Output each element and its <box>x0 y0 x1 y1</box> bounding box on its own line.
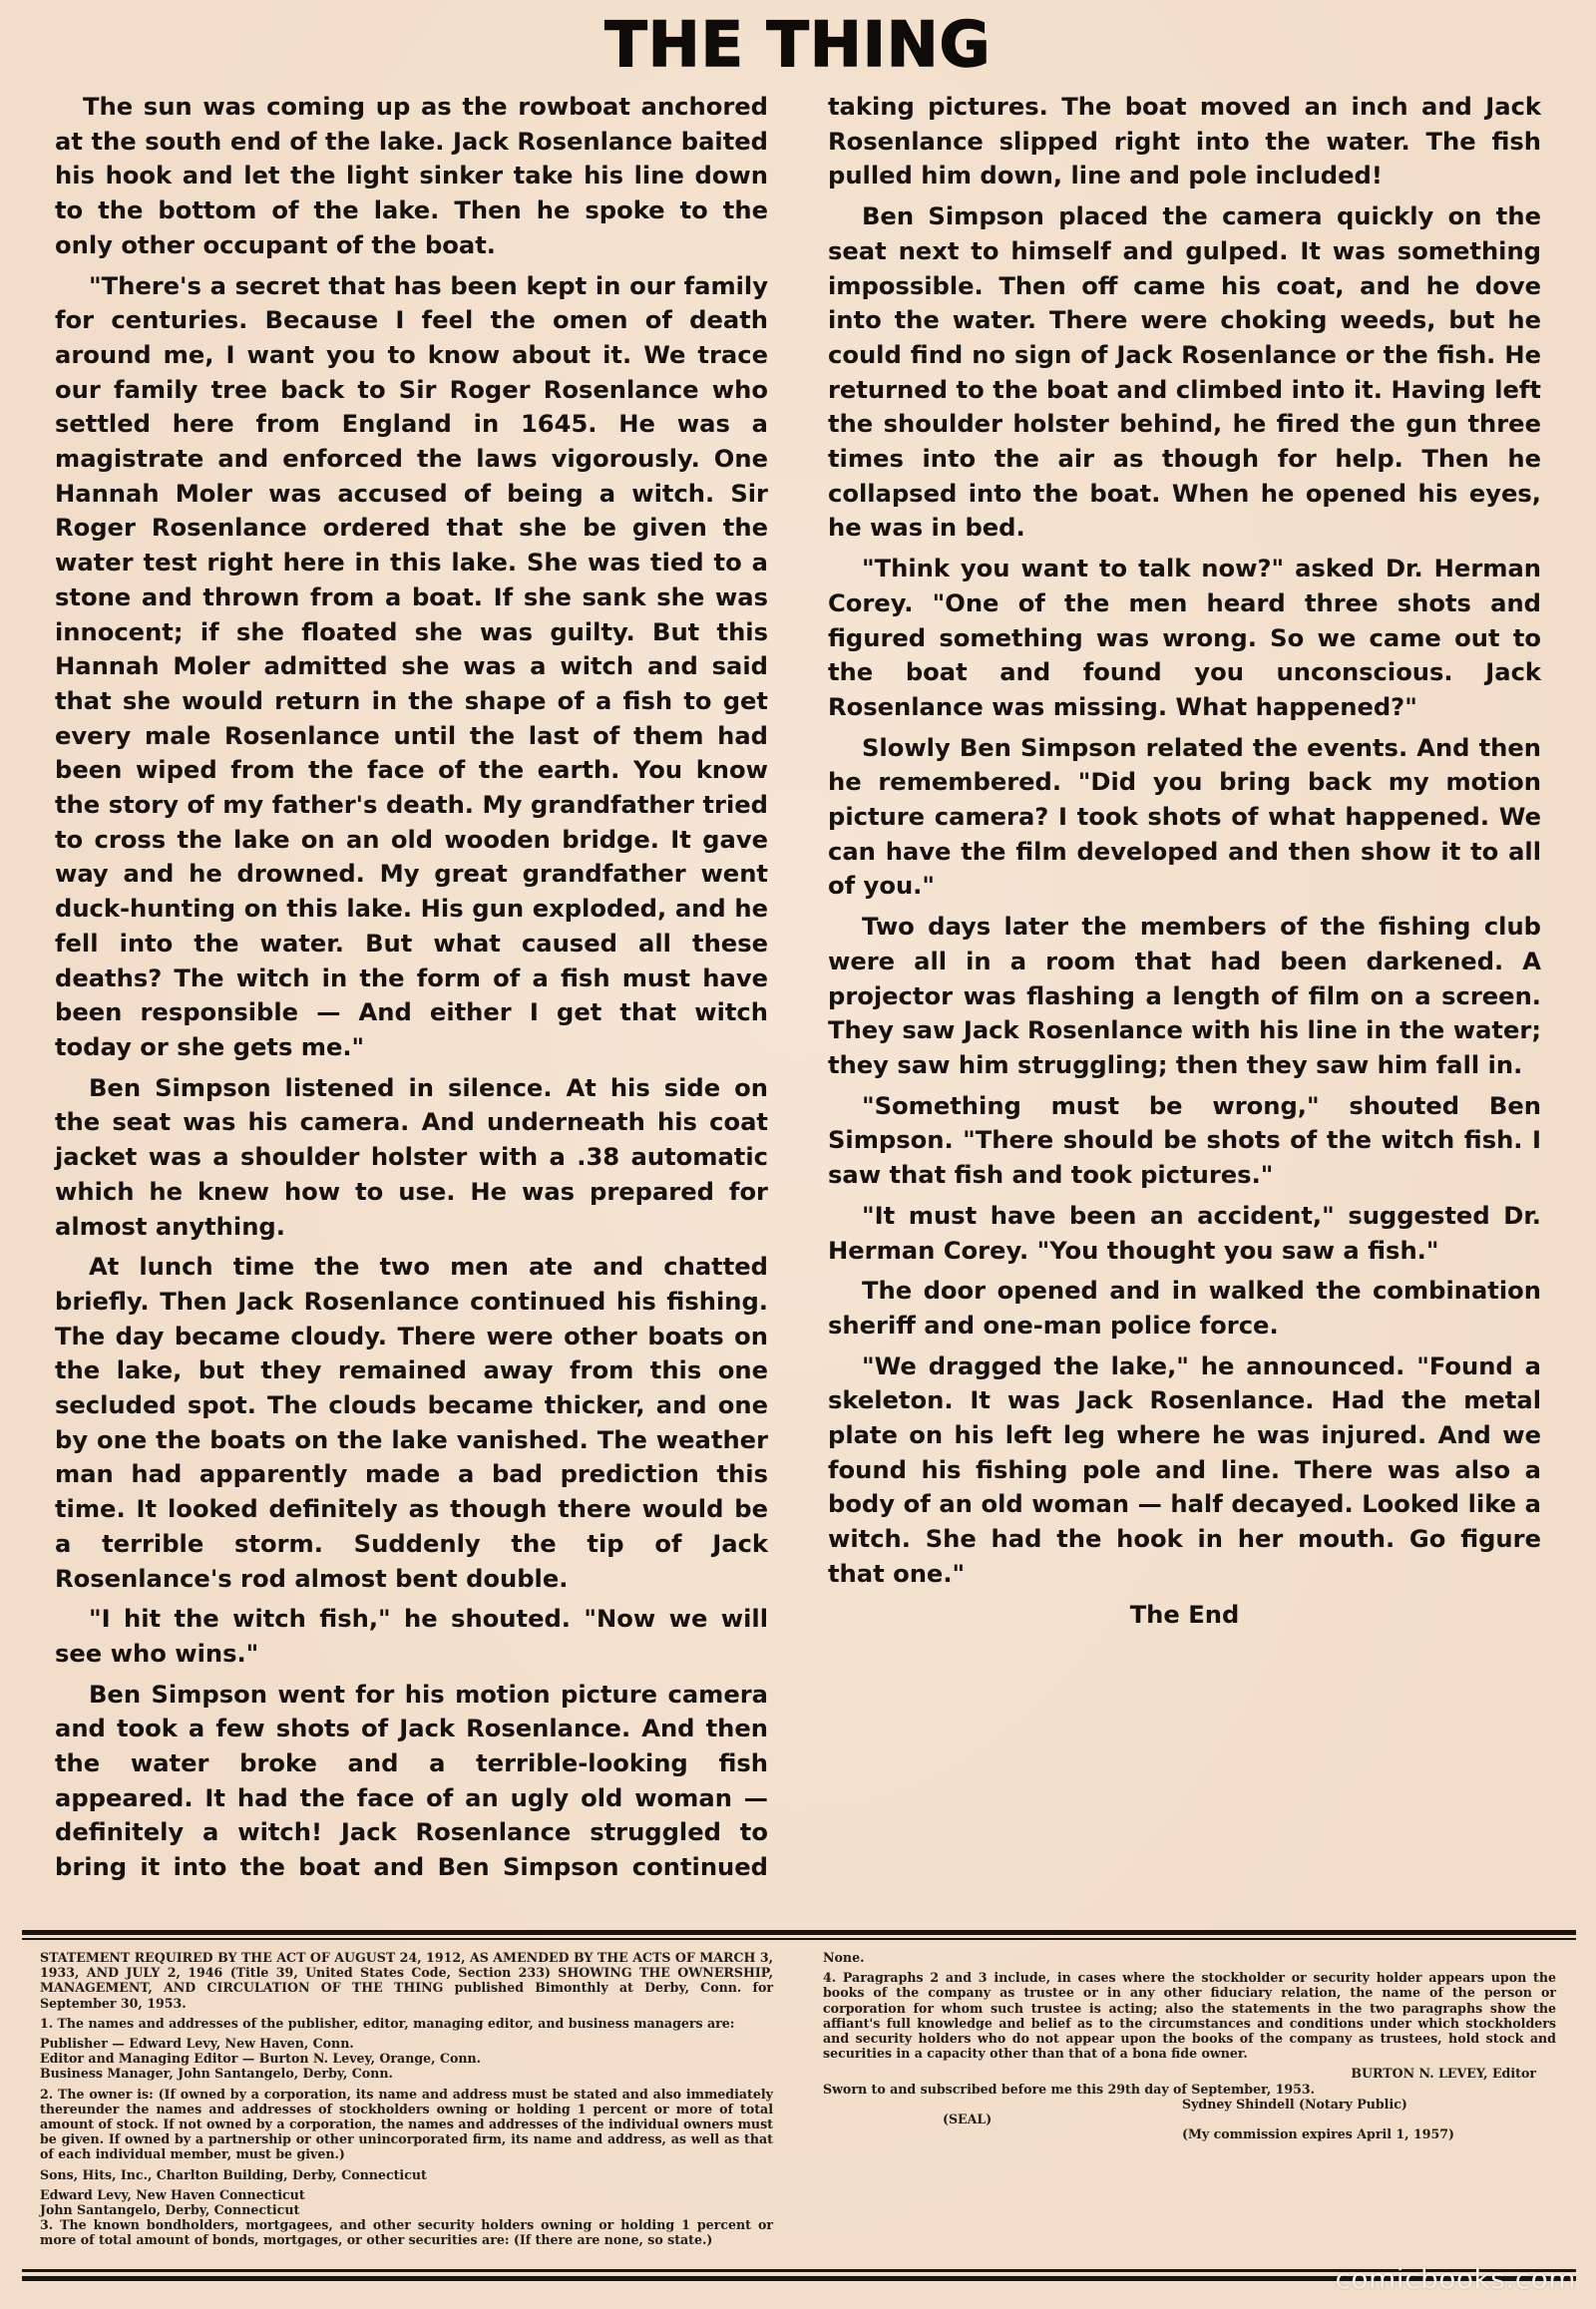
statement-line: Sons, Hits, Inc., Charlton Building, Derby, Connecticut <box>40 2166 427 2182</box>
story-paragraph: "Something must be wrong," shouted Ben Simpson. "There should be shots of the witch fish. I saw that fish and took pictures." <box>828 1091 1541 1190</box>
story-paragraph: The sun was coming up as the rowboat anchored at the south end of the lake. Jack Rosenlance baited his hook and let the light sinker take his line down to the bottom of the lake. Then he spoke to the only other occupant of the boat. <box>55 93 768 259</box>
page-title: THE THING <box>604 8 992 81</box>
story-paragraph: "There's a secret that has been kept in our family for centuries. Because I feel the omen of death around me, I want you to know about it. We trace our family tree back to Sir Roger Rosenlance who settled here from England in 1645. He was a magistrate and enforced the laws vigorously. One Hannah Moler was accused of being a witch. Sir Roger Rosenlance ordered that she be given the water test right here in this lake. She was tied to a stone and thrown from a boat. If she sank she was innocent; if she floated she was guilty. But this Hannah Moler admitted she was a witch and said that she would return in the shape of a fish to get every male Rosenlance until the last of them had been wiped from the face of the earth. You know the story of my father's death. My grandfather tried to cross the lake on an old wooden bridge. It gave way and he drowned. My great grandfather went duck-hunting on this lake. His gun exploded, and he fell into the water. But what caused all these deaths? The witch in the form of a fish must have been responsible — And either I get that witch today or she gets me." <box>55 271 768 1061</box>
story-paragraph: Ben Simpson went for his motion picture camera and took a few shots of Jack Rosenlance. And then the water broke and a terrible-looking fish appeared. It had the face of an ugly old woman — definitely a witch! Jack Rosenlance struggled to bring it into the boat and Ben Simpson continued taking pictures. The boat moved an inch and Jack Rosenlance slipped right into the water. The fish pulled him down, line and pole included! <box>55 93 1541 1882</box>
statement-line: Publisher — Edward Levy, New Haven, Conn. <box>40 2036 354 2052</box>
story-paragraph: Slowly Ben Simpson related the events. And then he remembered. "Did you bring back my motion picture camera? I took shots of what happened. We can have the film developed and then show it to all of you." <box>828 733 1541 901</box>
statement-line: None. <box>823 1950 865 1965</box>
statement-line: John Santangelo, Derby, Connecticut <box>40 2202 300 2218</box>
ownership-statement <box>40 1950 1556 2259</box>
statement-sworn: Sworn to and subscribed before me this 29th day of September, 1953. <box>823 2081 1316 2097</box>
story-paragraph: "Think you want to talk now?" asked Dr. Herman Corey. "One of the men heard three shots and figured something was wrong. So we came out to the boat and found you unconscious. Jack Rosenlance was missing. What happened?" <box>828 555 1541 721</box>
story-paragraph: Ben Simpson placed the camera quickly on the seat next to himself and gulped. It was something impossible. Then off came his coat, and he dove into the water. There were choking weeds, but he could find no sign of Jack Rosenlance or the fish. He returned to the boat and climbed into it. Having left the shoulder holster behind, he fired the gun three times into the air as though for help. Then he collapsed into the boat. When he opened his eyes, he was in bed. <box>828 202 1541 543</box>
story-paragraph: "We dragged the lake," he announced. "Found a skeleton. It was Jack Rosenlance. Had the metal plate on his left leg where he was injured. And we found his fishing pole and line. There was also a body of an old woman — half decayed. Looked like a witch. She had the hook in her mouth. Go figure that one." <box>828 1351 1541 1588</box>
story-paragraph: Ben Simpson listened in silence. At his side on the seat was his camera. And underneath his coat jacket was a shoulder holster with a .38 automatic which he knew how to use. He was prepared for almost anything. <box>55 1073 768 1241</box>
story-paragraph: At lunch time the two men ate and chatted briefly. Then Jack Rosenlance continued his fishing. The day became cloudy. There were other boats on the lake, but they remained away from this one secluded spot. The clouds became thicker, and one by one the boats on the lake vanished. The weather man had apparently made a bad prediction this time. It looked definitely as though there would be a terrible storm. Suddenly the tip of Jack Rosenlance's rod almost bent double. <box>55 1253 768 1593</box>
divider-rule <box>22 1930 1576 1940</box>
statement-line: Editor and Managing Editor — Burton N. Levey, Orange, Conn. <box>40 2051 482 2067</box>
statement-item: 4. Paragraphs 2 and 3 include, in cases where the stockholder or security holder appears upon the books of the company as trustee or in any other fiduciary relation, the name of the person or corporation for whom such trustee is acting; also the statements in the two paragraphs show the affiant's full knowledge and belief as to the circumstances and conditions under which stockholders and security holders who do not appear upon the books of the company as trustees, hold stock and securities in a capacity other than that of a bona fide owner. <box>823 1970 1556 2062</box>
statement-item: 1. The names and addresses of the publisher, editor, managing editor, and business managers are: <box>40 2015 735 2031</box>
the-end-label: The End <box>1129 1600 1240 1629</box>
statement-line: Edward Levy, New Haven Connecticut <box>40 2186 305 2202</box>
story-paragraph: Two days later the members of the fishing club were all in a room that had been darkened. A projector was flashing a length of film on a screen. They saw Jack Rosenlance with his line in the water; they saw him struggling; then they saw him fall in. <box>828 913 1541 1079</box>
statement-line: Business Manager, John Santangelo, Derby, Conn. <box>40 2066 393 2082</box>
statement-commission: (My commission expires April 1, 1957) <box>1182 2126 1454 2142</box>
story-text <box>55 90 1541 1915</box>
story-paragraph: The door opened and in walked the combination sheriff and one-man police force. <box>828 1277 1541 1340</box>
statement-seal: (SEAL) <box>943 2112 993 2127</box>
story-paragraph: "It must have been an accident," suggested Dr. Herman Corey. "You thought you saw a fish." <box>828 1201 1541 1265</box>
statement-heading: STATEMENT REQUIRED BY THE ACT OF AUGUST 24, 1912, AS AMENDED BY THE ACTS OF MARCH 3, 1933, AND JULY 2, 1946 (Title 39, United States Code, Section 233) SHOWING THE OWNERSHIP, MANAGEMENT, AND CIRCULATION OF THE THING published Bimonthly at Derby, Conn. for September 30, 1953. <box>40 1950 773 2011</box>
site-watermark: comicbooks.com <box>1335 2262 1576 2295</box>
statement-notary: Sydney Shindell (Notary Public) <box>1182 2096 1407 2112</box>
story-paragraph: "I hit the witch fish," he shouted. "Now we will see who wins." <box>55 1605 768 1668</box>
statement-item: 2. The owner is: (If owned by a corporation, its name and address must be stated and also immediately thereunder the names and addresses of stockholders owning or holding 1 percent or more of total amount of stock. If not owned by a corporation, the names and addresses of the individual owners must be given. If owned by a partnership or other unincorporated firm, its name and address, as well as that of each individual member, must be given.) <box>40 2086 773 2162</box>
statement-signer: BURTON N. LEVEY, Editor <box>1351 2066 1536 2082</box>
statement-item: 3. The known bondholders, mortgagees, and other security holders owning or holding 1 percent or more of total amount of bonds, mortgages, or other securities are: (If there are none, so state.) <box>40 2217 773 2248</box>
